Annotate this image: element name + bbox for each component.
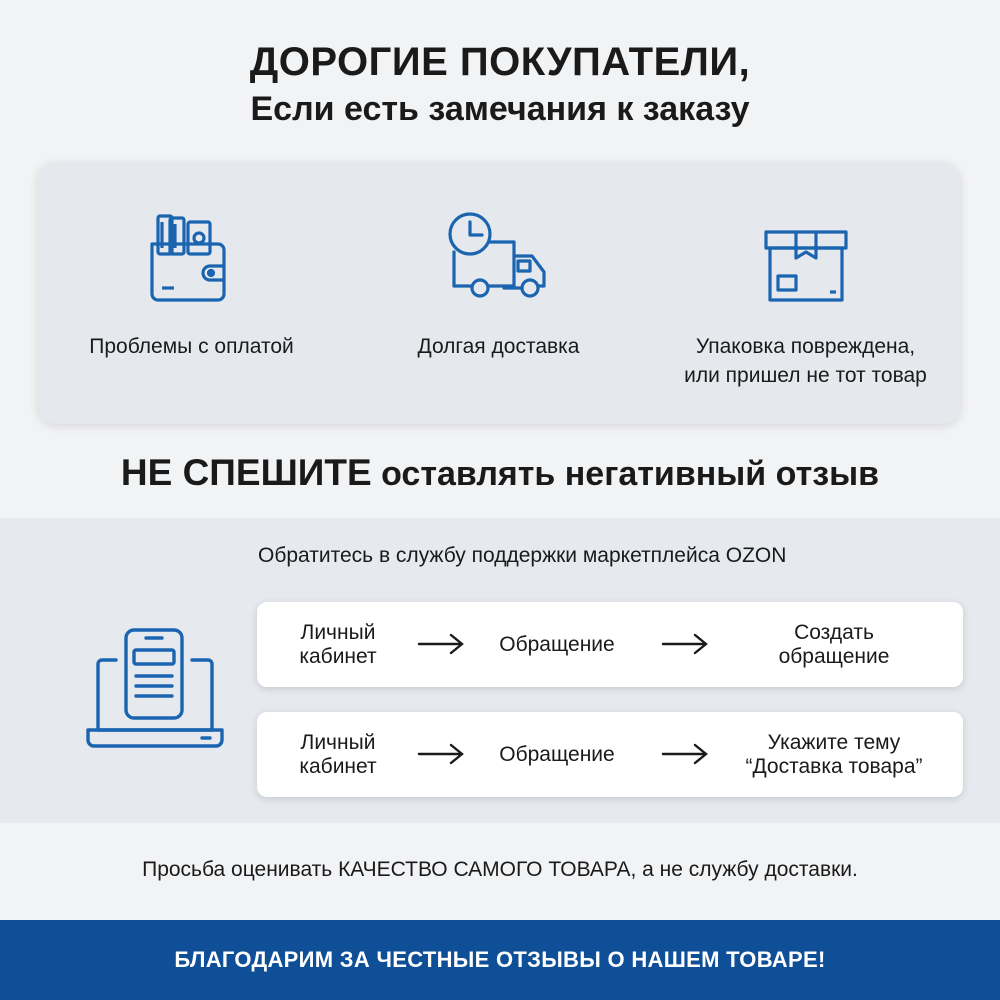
issue-label: Долгая доставка [417,335,580,358]
issue-payment [38,162,345,424]
support-flow-1 [257,602,963,687]
delivery-truck-clock-icon [444,208,554,304]
issue-label: Проблемы с оплатой [89,335,294,358]
issue-label: Упаковка повреждена, или пришел не тот товар [684,335,927,387]
arrow-right-icon [417,632,465,656]
footer-banner [0,920,1000,1000]
footer-text: БЛАГОДАРИМ ЗА ЧЕСТНЫЕ ОТЗЫВЫ О НАШЕМ ТОВАРЕ! [174,947,826,972]
support-heading: Обратитесь в службу поддержки маркетплейса OZON [258,544,787,567]
flow-step-account: Личный кабинет [299,730,377,778]
page-subtitle: Если есть замечания к заказу [250,90,750,128]
issues-panel [38,162,960,424]
warning-rest: оставлять негативный отзыв [371,455,880,493]
flow-step-account: Личный кабинет [299,620,377,668]
flow-step-request: Обращение [499,742,615,766]
warning-strong: НЕ СПЕШИТЕ [120,452,372,493]
issue-package [652,162,959,424]
page-title: ДОРОГИЕ ПОКУПАТЕЛИ, [249,40,751,84]
wallet-icon [144,208,240,304]
support-section [0,518,1000,823]
box-package-icon [758,208,854,304]
arrow-right-icon [661,632,709,656]
arrow-right-icon [661,742,709,766]
issue-delivery [345,162,652,424]
flow-step-request: Обращение [499,632,615,656]
flow-step-topic: Укажите тему “Доставка товара” [745,730,923,778]
laptop-phone-icon [86,626,224,754]
flow-step-create: Создать обращение [778,620,890,668]
arrow-right-icon [417,742,465,766]
quality-note: Просьба оценивать КАЧЕСТВО САМОГО ТОВАРА, а не службу доставки. [142,858,858,881]
warning-heading [0,452,1000,494]
support-flow-2 [257,712,963,797]
